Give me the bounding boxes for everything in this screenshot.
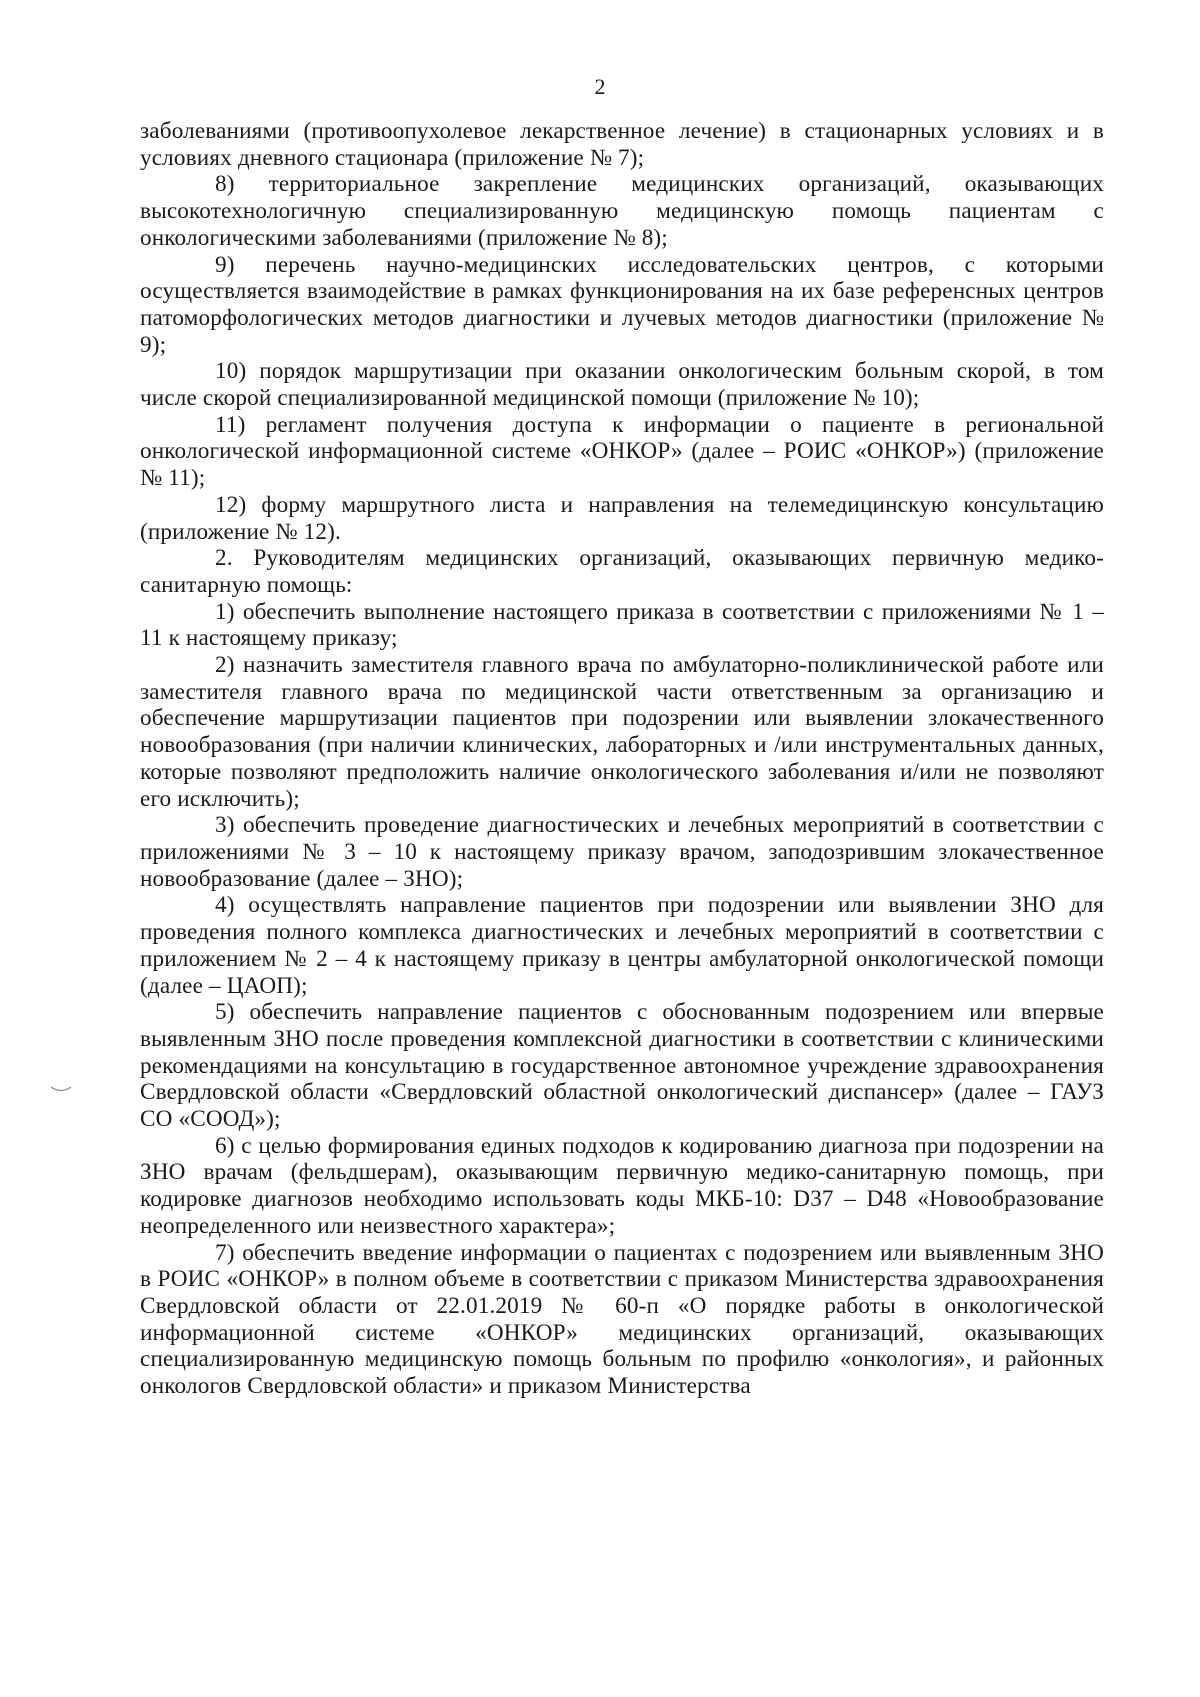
document-body [140, 118, 1104, 1400]
list-item-11: 11) регламент получения доступа к информации о пациенте в региональной онкологической информационной системе «ОНКОР» (далее – РОИС «ОНКОР») (приложение № 11); [140, 411, 1104, 492]
section-2-item-2: 2) назначить заместителя главного врача по амбулаторно-поликлинической работе или заместителя главного врача по медицинской части ответственным за организацию и обеспечение маршрутизации пациентов при подозрении или выявлении злокачественного новообразования (при наличии клинических, лабораторных и /или инструментальных данных, которые позволяют предположить наличие онкологического заболевания и/или не позволяют его исключить); [140, 652, 1104, 812]
section-2-item-5: 5) обеспечить направление пациентов с обоснованным подозрением или впервые выявленным ЗНО после проведения комплексной диагностики в соответствии с клиническими рекомендациями на консультацию в государственное автономное учреждение здравоохранения Свердловской области «Свердловский областной онкологический диспансер» (далее – ГАУЗ СО «СООД»); [140, 999, 1104, 1133]
paragraph-continuation: заболеваниями (противоопухолевое лекарственное лечение) в стационарных условиях и в условиях дневного стационара (приложение № 7); [140, 118, 1104, 171]
section-2-item-6: 6) с целью формирования единых подходов к кодированию диагноза при подозрении на ЗНО врачам (фельдшерам), оказывающим первичную медико-санитарную помощь, при кодировке диагнозов необходимо использовать коды МКБ-10: D37 – D48 «Новообразование неопределенного или неизвестного характера»; [140, 1132, 1104, 1239]
margin-mark [50, 1085, 72, 1093]
section-2-heading: 2. Руководителям медицинских организаций, оказывающих первичную медико-санитарную помощь: [140, 545, 1104, 598]
list-item-10: 10) порядок маршрутизации при оказании онкологическим больным скорой, в том числе скорой специализированной медицинской помощи (приложение № 10); [140, 358, 1104, 412]
section-2-item-4: 4) осуществлять направление пациентов при подозрении или выявлении ЗНО для проведения полного комплекса диагностических и лечебных мероприятий в соответствии с приложением № 2 – 4 к настоящему приказу в центры амбулаторной онкологической помощи (далее – ЦАОП); [140, 892, 1104, 999]
section-2-item-3: 3) обеспечить проведение диагностических и лечебных мероприятий в соответствии с приложениями № 3 – 10 к настоящему приказу врачом, заподозрившим злокачественное новообразование (далее – ЗНО); [140, 812, 1104, 892]
list-item-12: 12) форму маршрутного листа и направления на телемедицинскую консультацию (приложение № 12). [140, 491, 1104, 545]
section-2-item-1: 1) обеспечить выполнение настоящего приказа в соответствии с приложениями № 1 – 11 к настоящему приказу; [140, 598, 1104, 652]
list-item-9: 9) перечень научно-медицинских исследовательских центров, с которыми осуществляется взаимодействие в рамках функционирования на их базе референсных центров патоморфологических методов диагностики и лучевых методов диагностики (приложение № 9); [140, 251, 1104, 358]
section-2-item-7: 7) обеспечить введение информации о пациентах с подозрением или выявленным ЗНО в РОИС «ОНКОР» в полном объеме в соответствии с приказом Министерства здравоохранения Свердловской области от 22.01.2019 № 60-п «О порядке работы в онкологической информационной системе «ОНКОР» медицинских организаций, оказывающих специализированную медицинскую помощь больным по профилю «онкология», и районных онкологов Свердловской области» и приказом Министерства [140, 1239, 1104, 1400]
list-item-8: 8) территориальное закрепление медицинских организаций, оказывающих высокотехнологичную специализированную медицинскую помощь пациентам с онкологическими заболеваниями (приложение № 8); [140, 171, 1104, 251]
page-number: 2 [594, 74, 606, 99]
